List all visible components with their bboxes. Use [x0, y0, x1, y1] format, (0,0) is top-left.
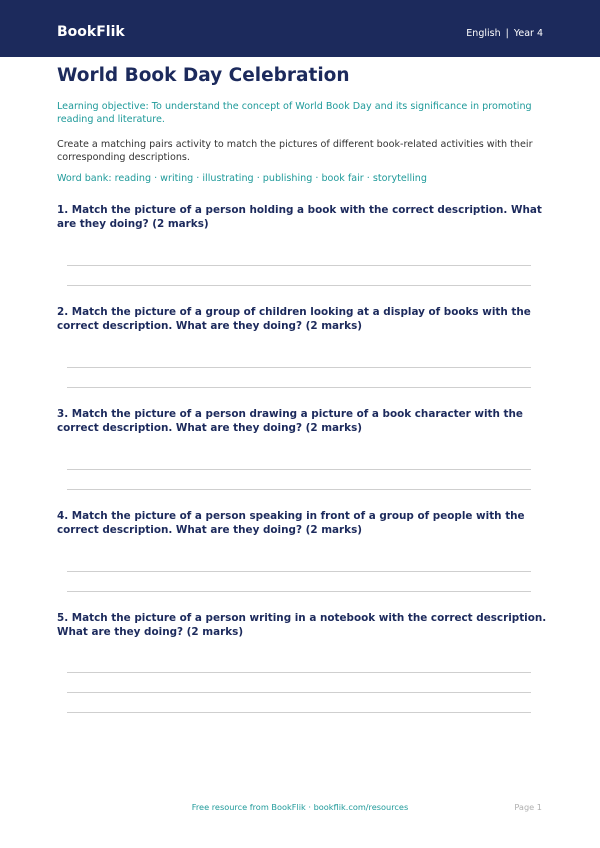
meta-separator: |: [505, 28, 509, 39]
word-bank: Word bank: reading · writing · illustrating · publishing · book fair · storytelling: [57, 173, 427, 184]
question-4: 4. Match the picture of a person speaking in front of a group of people with the correct description. What are they doing? (2 marks): [57, 510, 525, 536]
year-label: Year 4: [513, 28, 543, 39]
question-1: 1. Match the picture of a person holding a book with the correct description. What are they doing? (2 marks): [57, 204, 542, 230]
header-bar: [0, 0, 600, 57]
question-3: 3. Match the picture of a person drawing a picture of a book character with the correct description. What are they doing? (2 marks): [57, 408, 523, 434]
subject-label: English: [466, 28, 501, 39]
answer-line[interactable]: [67, 672, 531, 673]
brand-logo[interactable]: BookFlik: [57, 24, 125, 40]
answer-line[interactable]: [67, 387, 531, 388]
question-5: 5. Match the picture of a person writing in a notebook with the correct description. What are they doing? (2 marks): [57, 612, 547, 638]
answer-line[interactable]: [67, 692, 531, 693]
answer-line[interactable]: [67, 571, 531, 572]
learning-objective: Learning objective: To understand the concept of World Book Day and its significance in promoting reading and literature.: [57, 101, 532, 125]
page-title: World Book Day Celebration: [57, 65, 350, 86]
page-number: Page 1: [514, 802, 542, 812]
subject-year: [466, 28, 543, 40]
answer-line[interactable]: [67, 469, 531, 470]
answer-line[interactable]: [67, 489, 531, 490]
answer-line[interactable]: [67, 591, 531, 592]
answer-line[interactable]: [67, 712, 531, 713]
answer-line[interactable]: [67, 265, 531, 266]
answer-line[interactable]: [67, 367, 531, 368]
answer-line[interactable]: [67, 285, 531, 286]
question-2: 2. Match the picture of a group of children looking at a display of books with the correct description. What are they doing? (2 marks): [57, 306, 531, 332]
footer-credit[interactable]: Free resource from BookFlik · bookflik.com/resources: [191, 802, 409, 812]
activity-instructions: Create a matching pairs activity to match the pictures of different book-related activities with their corresponding descriptions.: [57, 139, 533, 163]
